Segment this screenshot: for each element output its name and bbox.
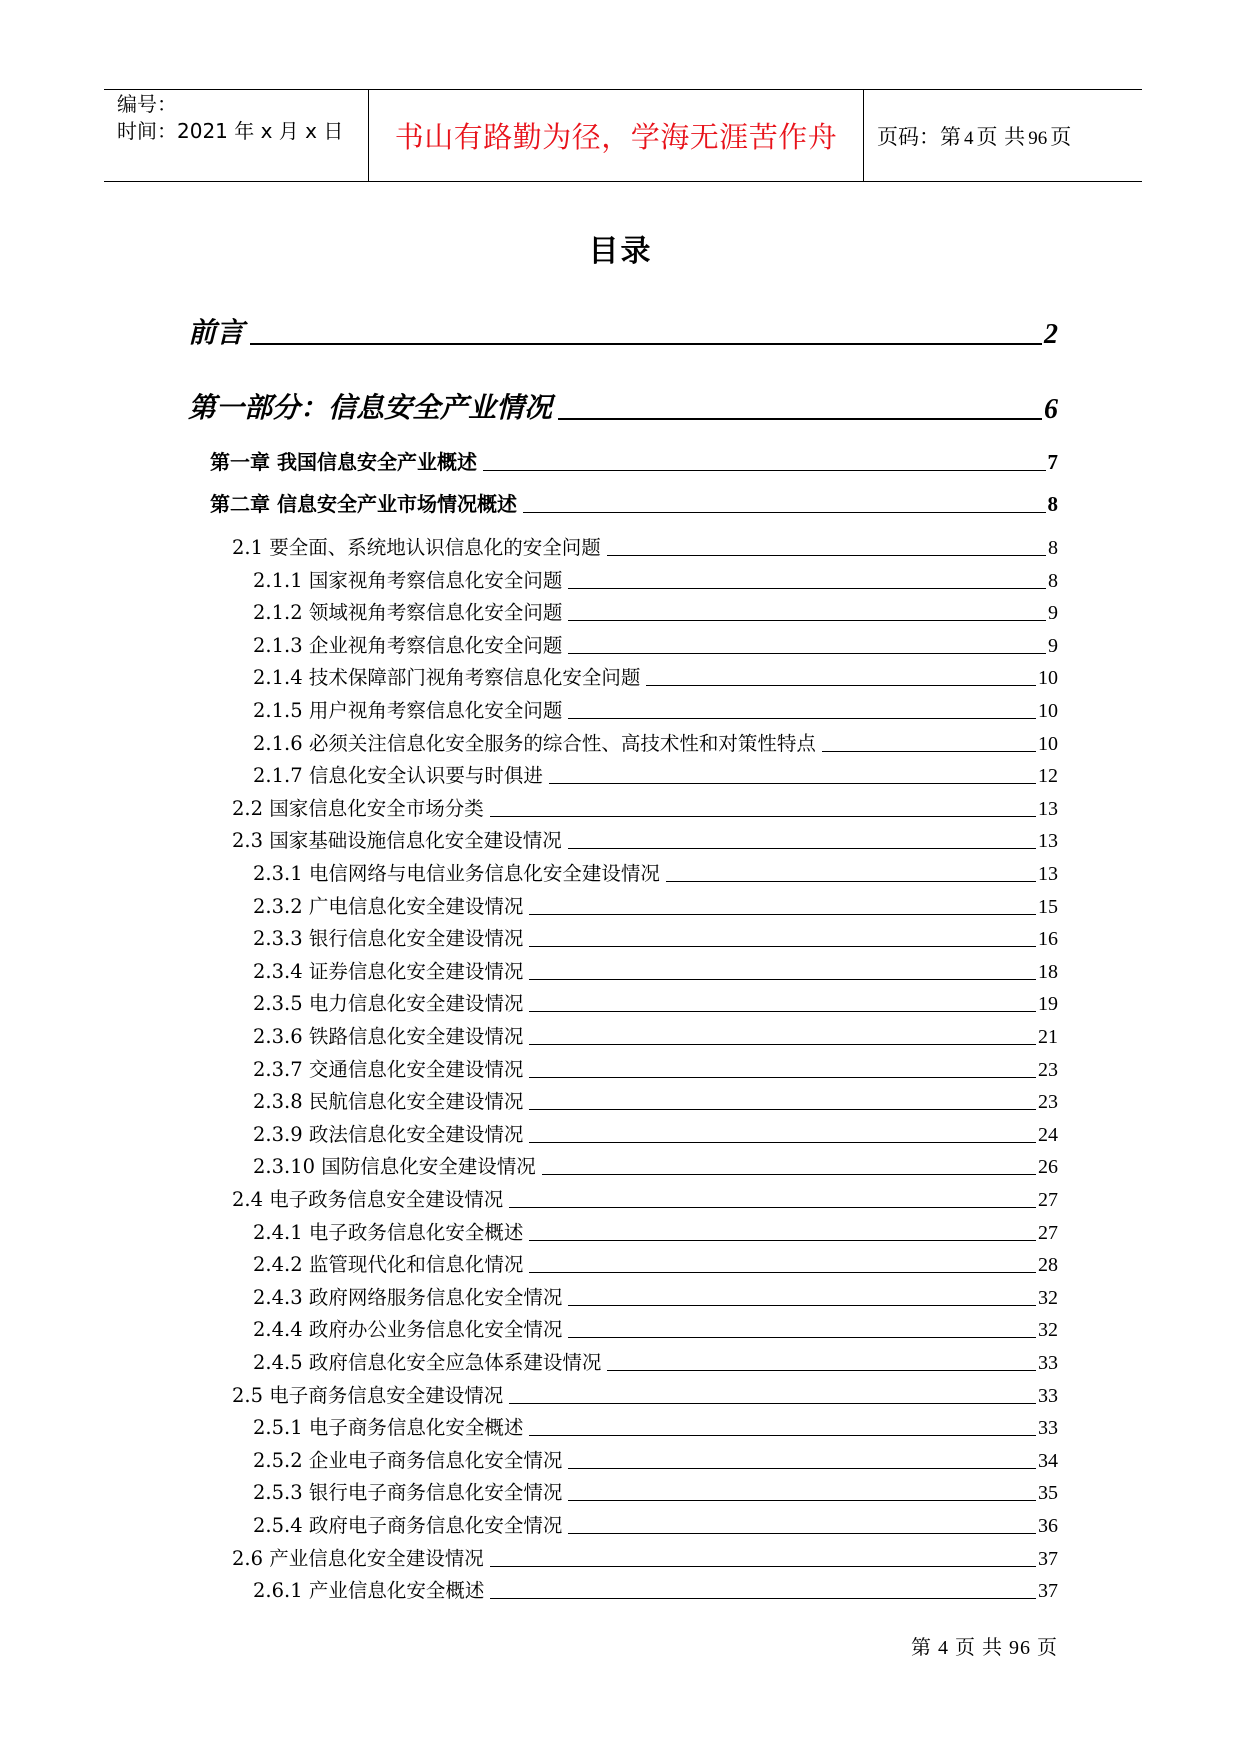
toc-entry[interactable] bbox=[253, 858, 1058, 886]
page-footer bbox=[0, 1631, 1058, 1660]
toc-entry[interactable] bbox=[253, 1119, 1058, 1147]
toc-leader-line bbox=[568, 653, 1046, 654]
toc-entry-page: 12 bbox=[1038, 765, 1058, 788]
toc-entry-label: 2.3.9 政法信息化安全建设情况 bbox=[253, 1122, 524, 1146]
header-meta-cell bbox=[104, 90, 369, 181]
toc-entry[interactable] bbox=[210, 445, 1058, 475]
toc-leader-line bbox=[529, 1109, 1036, 1110]
toc-leader-line bbox=[529, 1011, 1036, 1012]
toc-leader-line bbox=[509, 1403, 1036, 1404]
toc-entry-label: 2.3.6 铁路信息化安全建设情况 bbox=[253, 1025, 524, 1048]
toc-entry[interactable] bbox=[188, 382, 1058, 426]
toc-entry-page: 16 bbox=[1038, 928, 1058, 951]
toc-entry-label: 2.3.2 广电信息化安全建设情况 bbox=[253, 894, 524, 918]
header-page-cell bbox=[864, 90, 1142, 181]
toc-entry-label: 2.1.3 企业视角考察信息化安全问题 bbox=[253, 633, 563, 657]
toc-leader-line bbox=[529, 1077, 1036, 1078]
toc-entry[interactable] bbox=[232, 825, 1058, 853]
toc-leader-line bbox=[549, 783, 1036, 784]
toc-entry-label: 2.5 电子商务信息安全建设情况 bbox=[232, 1383, 504, 1407]
toc-entry[interactable] bbox=[232, 532, 1058, 560]
toc-leader-line bbox=[490, 1566, 1036, 1567]
toc-leader-line bbox=[523, 512, 1046, 513]
toc-entry-page: 26 bbox=[1038, 1156, 1058, 1179]
toc-leader-line bbox=[529, 1435, 1036, 1436]
toc-entry-label: 2.4.2 监管现代化和信息化情况 bbox=[253, 1253, 524, 1277]
toc-entry-label: 2.4 电子政务信息安全建设情况 bbox=[232, 1188, 504, 1211]
toc-entry-label: 2.3.10 国防信息化安全建设情况 bbox=[253, 1155, 536, 1179]
toc-entry-label: 2.5.3 银行电子商务信息化安全情况 bbox=[253, 1481, 563, 1505]
toc-entry-label: 2.3.5 电力信息化安全建设情况 bbox=[253, 992, 524, 1016]
toc-entry[interactable] bbox=[253, 662, 1058, 690]
document-header bbox=[104, 89, 1142, 182]
toc-entry-page: 13 bbox=[1038, 863, 1058, 885]
toc-entry[interactable] bbox=[253, 891, 1058, 919]
toc-leader-line bbox=[529, 946, 1036, 947]
toc-entry-page: 37 bbox=[1038, 1580, 1058, 1603]
toc-leader-line bbox=[529, 914, 1036, 915]
toc-entry[interactable] bbox=[232, 1380, 1058, 1408]
toc-leader-line bbox=[568, 1500, 1036, 1501]
toc-leader-line bbox=[568, 1468, 1036, 1469]
toc-entry-page: 21 bbox=[1038, 1026, 1058, 1048]
toc-entry[interactable] bbox=[232, 1543, 1058, 1571]
toc-entry[interactable] bbox=[232, 793, 1058, 821]
toc-entry-page: 23 bbox=[1038, 1058, 1058, 1081]
toc-leader-line bbox=[529, 1240, 1036, 1241]
toc-entry-label: 2.3.4 证券信息化安全建设情况 bbox=[253, 959, 524, 983]
toc-entry-label: 2.1 要全面、系统地认识信息化的安全问题 bbox=[232, 536, 601, 559]
toc-entry-page: 32 bbox=[1038, 1286, 1058, 1309]
toc-entry-label: 第一章 我国信息安全产业概述 bbox=[210, 450, 477, 474]
page-prefix: 页码：第 bbox=[877, 124, 961, 149]
footer-prefix: 第 bbox=[911, 1637, 932, 1659]
toc-entry[interactable] bbox=[253, 1477, 1058, 1505]
toc-entry[interactable] bbox=[253, 1412, 1058, 1440]
toc-entry-page: 2 bbox=[1044, 319, 1058, 350]
toc-entry-page: 28 bbox=[1038, 1254, 1058, 1277]
toc-entry-page: 10 bbox=[1038, 667, 1058, 690]
toc-leader-line bbox=[568, 588, 1046, 589]
header-page-code bbox=[864, 121, 1071, 151]
footer-mid: 页 共 bbox=[955, 1637, 1003, 1659]
toc-entry[interactable] bbox=[232, 1184, 1058, 1212]
toc-entry-label: 2.2 国家信息化安全市场分类 bbox=[232, 796, 484, 820]
toc-leader-line bbox=[568, 1533, 1036, 1534]
toc-entry[interactable] bbox=[253, 1086, 1058, 1114]
toc-leader-line bbox=[509, 1207, 1036, 1208]
toc-entry-page: 23 bbox=[1038, 1091, 1058, 1114]
toc-leader-line bbox=[666, 881, 1036, 882]
toc-entry-page: 33 bbox=[1038, 1352, 1058, 1374]
toc-leader-line bbox=[822, 751, 1036, 752]
toc-entry-label: 2.3.8 民航信息化安全建设情况 bbox=[253, 1090, 524, 1114]
toc-entry-label: 前言 bbox=[188, 316, 245, 349]
toc-entry-label: 2.3.1 电信网络与电信业务信息化安全建设情况 bbox=[253, 862, 660, 885]
toc-entry-label: 第二章 信息安全产业市场情况概述 bbox=[210, 492, 517, 516]
toc-entry-label: 2.6 产业信息化安全建设情况 bbox=[232, 1546, 484, 1570]
toc-entry-page: 13 bbox=[1038, 797, 1058, 820]
toc-entry[interactable] bbox=[253, 923, 1058, 951]
toc-entry[interactable] bbox=[253, 1151, 1058, 1179]
toc-leader-line bbox=[250, 343, 1042, 345]
toc-entry-page: 37 bbox=[1038, 1547, 1058, 1570]
footer-current: 4 bbox=[938, 1637, 949, 1659]
toc-entry[interactable] bbox=[253, 956, 1058, 984]
toc-entry[interactable] bbox=[253, 988, 1058, 1016]
page-suffix: 页 bbox=[1050, 124, 1072, 149]
toc-entry[interactable] bbox=[253, 1510, 1058, 1538]
header-motto: 书山有路勤为径，学海无涯苦作舟 bbox=[394, 120, 838, 154]
toc-entry-page: 19 bbox=[1038, 993, 1058, 1016]
toc-entry-label: 2.1.1 国家视角考察信息化安全问题 bbox=[253, 568, 563, 592]
toc-entry[interactable] bbox=[253, 1249, 1058, 1277]
toc-entry-page: 8 bbox=[1047, 492, 1058, 516]
toc-entry-page: 7 bbox=[1047, 450, 1058, 474]
toc-entry-label: 2.1.7 信息化安全认识要与时俱进 bbox=[253, 764, 543, 788]
toc-entry-page: 6 bbox=[1044, 394, 1058, 425]
toc-entry-label: 2.1.6 必须关注信息化安全服务的综合性、高技术性和对策性特点 bbox=[253, 731, 816, 755]
toc-leader-line bbox=[483, 470, 1046, 471]
toc-leader-line bbox=[568, 718, 1036, 719]
toc-leader-line bbox=[568, 620, 1046, 621]
toc-entry[interactable] bbox=[253, 728, 1058, 756]
toc-leader-line bbox=[607, 555, 1046, 556]
toc-leader-line bbox=[529, 1142, 1036, 1143]
toc-entry[interactable] bbox=[253, 1217, 1058, 1245]
toc-entry-page: 24 bbox=[1038, 1123, 1058, 1146]
toc-leader-line bbox=[568, 1337, 1036, 1338]
footer-suffix: 页 bbox=[1037, 1637, 1058, 1659]
toc-entry-label: 2.3.7 交通信息化安全建设情况 bbox=[253, 1057, 524, 1081]
toc-leader-line bbox=[529, 1044, 1036, 1045]
toc-entry-page: 34 bbox=[1038, 1449, 1058, 1472]
toc-entry-page: 9 bbox=[1048, 634, 1058, 657]
toc-entry[interactable] bbox=[188, 307, 1058, 351]
toc-entry[interactable] bbox=[253, 1282, 1058, 1310]
toc-entry-page: 33 bbox=[1038, 1384, 1058, 1407]
toc-entry-label: 2.4.5 政府信息化安全应急体系建设情况 bbox=[253, 1351, 602, 1374]
toc-entry[interactable] bbox=[253, 597, 1058, 625]
toc-entry[interactable] bbox=[253, 1314, 1058, 1342]
toc-entry-label: 2.4.3 政府网络服务信息化安全情况 bbox=[253, 1285, 563, 1309]
toc-leader-line bbox=[568, 1305, 1036, 1306]
toc-entry-label: 2.6.1 产业信息化安全概述 bbox=[253, 1579, 485, 1603]
toc-entry-label: 2.5.4 政府电子商务信息化安全情况 bbox=[253, 1514, 563, 1537]
toc-leader-line bbox=[542, 1174, 1036, 1175]
toc-entry[interactable] bbox=[253, 1445, 1058, 1473]
toc-entry[interactable] bbox=[253, 1054, 1058, 1082]
toc-entry-label: 2.1.2 领域视角考察信息化安全问题 bbox=[253, 601, 563, 625]
toc-entry-page: 33 bbox=[1038, 1417, 1058, 1440]
toc-entry-label: 2.3 国家基础设施信息化安全建设情况 bbox=[232, 829, 562, 853]
toc-entry-label: 2.1.4 技术保障部门视角考察信息化安全问题 bbox=[253, 666, 641, 690]
toc-entry-label: 2.3.3 银行信息化安全建设情况 bbox=[253, 927, 524, 951]
toc-entry[interactable] bbox=[253, 1021, 1058, 1049]
toc-entry[interactable] bbox=[253, 1575, 1058, 1603]
toc-leader-line bbox=[529, 1272, 1036, 1273]
header-motto-cell bbox=[369, 90, 864, 181]
toc-entry[interactable] bbox=[210, 487, 1058, 517]
toc-entry-label: 2.5.1 电子商务信息化安全概述 bbox=[253, 1416, 524, 1440]
toc-leader-line bbox=[568, 848, 1036, 849]
toc-entry[interactable] bbox=[253, 760, 1058, 788]
toc-entry-page: 36 bbox=[1038, 1515, 1058, 1537]
toc-entry-page: 10 bbox=[1038, 732, 1058, 755]
toc-entry-label: 第一部分：信息安全产业情况 bbox=[188, 391, 553, 424]
toc-entry[interactable] bbox=[253, 1347, 1058, 1375]
document-number-label: 编号： bbox=[117, 92, 177, 116]
toc-entry-label: 2.1.5 用户视角考察信息化安全问题 bbox=[253, 699, 563, 722]
toc-entry-page: 27 bbox=[1038, 1189, 1058, 1211]
toc-leader-line bbox=[558, 418, 1042, 420]
toc-entry-page: 13 bbox=[1038, 830, 1058, 853]
toc-entry-page: 8 bbox=[1048, 569, 1058, 592]
toc-entry-page: 35 bbox=[1038, 1482, 1058, 1505]
toc-entry[interactable] bbox=[253, 630, 1058, 658]
toc-entry-label: 2.5.2 企业电子商务信息化安全情况 bbox=[253, 1448, 563, 1472]
toc-entry[interactable] bbox=[253, 565, 1058, 593]
footer-total: 96 bbox=[1009, 1637, 1031, 1659]
toc-entry-label: 2.4.4 政府办公业务信息化安全情况 bbox=[253, 1318, 563, 1342]
toc-leader-line bbox=[646, 685, 1036, 686]
page-total: 96 bbox=[1028, 127, 1048, 149]
toc-entry-page: 32 bbox=[1038, 1319, 1058, 1342]
page-current: 4 bbox=[964, 127, 974, 149]
toc-entry-page: 27 bbox=[1038, 1221, 1058, 1244]
toc-entry-page: 15 bbox=[1038, 895, 1058, 918]
toc-entry-page: 9 bbox=[1048, 602, 1058, 625]
toc-leader-line bbox=[607, 1370, 1036, 1371]
toc-leader-line bbox=[529, 979, 1036, 980]
toc-entry[interactable] bbox=[253, 695, 1058, 723]
toc-entry-page: 8 bbox=[1048, 537, 1058, 559]
toc-title: 目录 bbox=[588, 234, 653, 269]
toc-entry-page: 18 bbox=[1038, 960, 1058, 983]
document-time-label: 时间：2021 年 x 月 x 日 bbox=[117, 119, 344, 143]
toc-leader-line bbox=[490, 816, 1036, 817]
toc-entry-page: 10 bbox=[1038, 700, 1058, 722]
page-mid: 页 共 bbox=[976, 124, 1026, 149]
toc-leader-line bbox=[490, 1598, 1036, 1599]
toc-entry-label: 2.4.1 电子政务信息化安全概述 bbox=[253, 1220, 524, 1244]
